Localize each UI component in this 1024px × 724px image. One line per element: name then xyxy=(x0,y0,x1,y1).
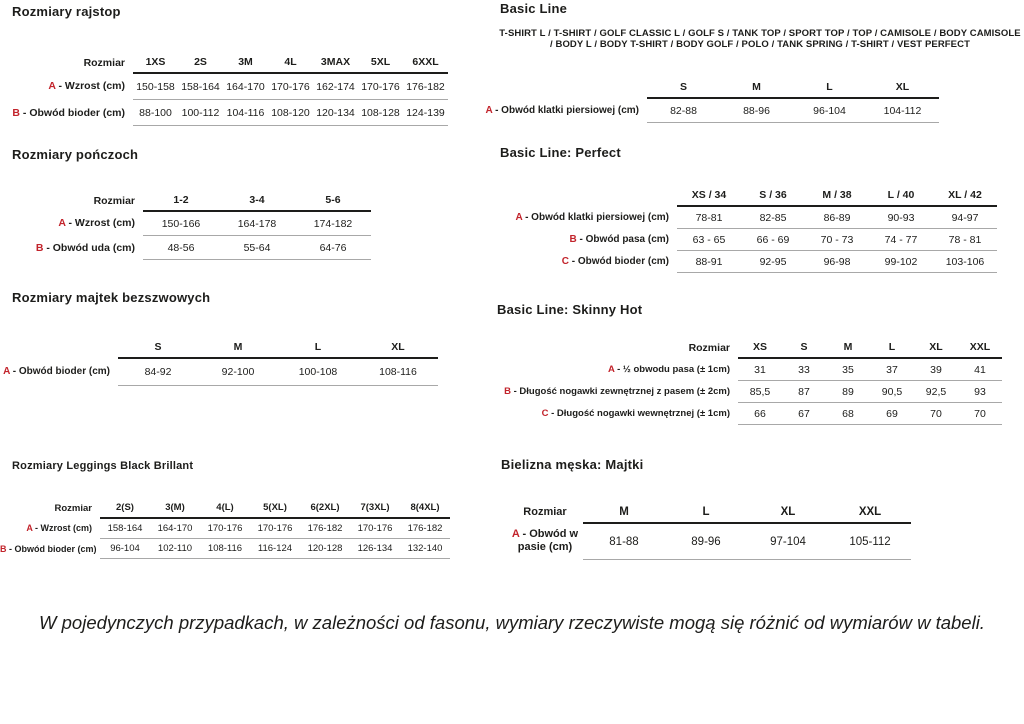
row-label-text: - Wzrost (cm) xyxy=(32,523,92,534)
row-label-text: - Obwód bioder (cm) xyxy=(6,543,97,554)
size-column-header: 2S xyxy=(178,53,223,73)
row-label xyxy=(0,358,118,386)
size-value: 170-176 xyxy=(350,518,400,539)
size-column-header: 3-4 xyxy=(219,191,295,211)
size-value: 88-96 xyxy=(720,98,793,123)
row-label xyxy=(488,358,738,381)
row-letter: B xyxy=(0,543,7,554)
size-value: 176-182 xyxy=(400,518,450,539)
size-value: 88-91 xyxy=(677,251,741,273)
size-row xyxy=(7,236,371,260)
size-value: 37 xyxy=(870,358,914,381)
footer-note: W pojedynczych przypadkach, w zależności od fasonu, wymiary rzeczywiste mogą się różnić od wymiarów w tabeli. xyxy=(39,612,985,633)
size-column-header: 3(M) xyxy=(150,498,200,518)
size-row xyxy=(512,206,997,229)
heading-leggings: Rozmiary Leggings Black Brillant xyxy=(12,460,194,472)
size-value: 126-134 xyxy=(350,539,400,559)
size-value: 70 - 73 xyxy=(805,229,869,251)
size-value: 102-110 xyxy=(150,539,200,559)
row-letter: A xyxy=(48,80,56,93)
size-value: 70 xyxy=(958,403,1002,425)
heading-basic-line-perfect: Basic Line: Perfect xyxy=(500,145,621,160)
size-column-header: S xyxy=(647,78,720,98)
size-value: 66 xyxy=(738,403,782,425)
row-label-text: - Długość nogawki wewnętrznej (± 1cm) xyxy=(548,408,730,419)
row-label-text: - Obwód pasa (cm) xyxy=(576,234,669,245)
size-value: 68 xyxy=(826,403,870,425)
row-label xyxy=(7,73,133,100)
size-value: 132-140 xyxy=(400,539,450,559)
size-value: 100-112 xyxy=(178,100,223,126)
size-value: 31 xyxy=(738,358,782,381)
size-value: 66 - 69 xyxy=(741,229,805,251)
size-column-header: XXL xyxy=(829,503,911,523)
row-letter: B xyxy=(12,106,20,119)
size-value: 78 - 81 xyxy=(933,229,997,251)
size-value: 67 xyxy=(782,403,826,425)
size-column-header: M xyxy=(583,503,665,523)
row-letter: A xyxy=(511,528,520,541)
size-value: 92,5 xyxy=(914,381,958,403)
heading-basic-line: Basic Line xyxy=(500,1,568,16)
size-column-header: 3MAX xyxy=(313,53,358,73)
row-letter: A xyxy=(607,363,615,375)
size-value: 103-106 xyxy=(933,251,997,273)
size-value: 88-100 xyxy=(133,100,178,126)
size-column-header: 6XXL xyxy=(403,53,448,73)
row-label xyxy=(7,100,133,126)
size-value: 39 xyxy=(914,358,958,381)
size-value: 116-124 xyxy=(250,539,300,559)
row-label xyxy=(7,211,143,236)
size-column-header: M xyxy=(720,78,793,98)
size-row xyxy=(0,358,438,386)
size-value: 64-76 xyxy=(295,236,371,260)
size-value: 81-88 xyxy=(583,523,665,560)
row-label-text: - Obwód uda (cm) xyxy=(43,241,135,254)
size-value: 164-178 xyxy=(219,211,295,236)
size-value: 164-170 xyxy=(150,518,200,539)
size-column-header: 3M xyxy=(223,53,268,73)
size-column-header: 5XL xyxy=(358,53,403,73)
size-value: 82-85 xyxy=(741,206,805,229)
size-value: 170-176 xyxy=(200,518,250,539)
size-value: 164-170 xyxy=(223,73,268,100)
row-letter: A xyxy=(485,104,493,116)
size-column-header: XS xyxy=(738,338,782,358)
row-label xyxy=(512,206,677,229)
size-label-header xyxy=(482,78,647,98)
size-column-header: 8(4XL) xyxy=(400,498,450,518)
row-letter: A xyxy=(3,366,10,378)
size-column-header: XXL xyxy=(958,338,1002,358)
size-value: 170-176 xyxy=(250,518,300,539)
size-value: 108-116 xyxy=(200,539,250,559)
size-value: 96-98 xyxy=(805,251,869,273)
size-value: 96-104 xyxy=(100,539,150,559)
size-column-header: 1-2 xyxy=(143,191,219,211)
heading-ponczochy: Rozmiary pończoch xyxy=(12,147,139,162)
size-value: 174-182 xyxy=(295,211,371,236)
size-row xyxy=(512,251,997,273)
size-value: 108-120 xyxy=(268,100,313,126)
row-label xyxy=(7,236,143,260)
table-rajstop xyxy=(7,53,448,126)
row-label xyxy=(507,523,583,560)
size-column-header: L xyxy=(870,338,914,358)
table-basic-line-skinny-hot xyxy=(488,338,1002,425)
row-label-text: - Wzrost (cm) xyxy=(55,80,125,93)
heading-bielizna-meska: Bielizna męska: Majtki xyxy=(501,457,644,472)
row-label-text: - Wzrost (cm) xyxy=(65,217,135,230)
row-label-text: - Obwód klatki piersiowej (cm) xyxy=(522,211,669,223)
size-value: 89 xyxy=(826,381,870,403)
table-leggings xyxy=(0,498,450,559)
row-letter: B xyxy=(35,241,44,254)
size-column-header: 4L xyxy=(268,53,313,73)
size-value: 85,5 xyxy=(738,381,782,403)
size-value: 87 xyxy=(782,381,826,403)
size-value: 99-102 xyxy=(869,251,933,273)
size-value: 41 xyxy=(958,358,1002,381)
size-value: 92-95 xyxy=(741,251,805,273)
row-letter: A xyxy=(515,211,523,223)
size-column-header: L / 40 xyxy=(869,186,933,206)
size-value: 176-182 xyxy=(300,518,350,539)
heading-basic-line-skinny-hot: Basic Line: Skinny Hot xyxy=(497,302,643,317)
size-value: 96-104 xyxy=(793,98,866,123)
size-column-header: XL xyxy=(747,503,829,523)
size-value: 78-81 xyxy=(677,206,741,229)
size-value: 162-174 xyxy=(313,73,358,100)
size-row xyxy=(507,523,911,560)
size-column-header: M xyxy=(826,338,870,358)
row-label xyxy=(0,518,100,539)
size-label-header: Rozmiar xyxy=(54,503,92,514)
row-label xyxy=(512,229,677,251)
size-value: 92-100 xyxy=(198,358,278,386)
size-column-header: L xyxy=(793,78,866,98)
size-value: 70 xyxy=(914,403,958,425)
heading-majtki-bezszwowe: Rozmiary majtek bezszwowych xyxy=(12,290,211,305)
size-value: 104-112 xyxy=(866,98,939,123)
size-column-header: L xyxy=(665,503,747,523)
size-value: 90-93 xyxy=(869,206,933,229)
size-value: 105-112 xyxy=(829,523,911,560)
size-column-header: M xyxy=(198,338,278,358)
row-letter: A xyxy=(58,217,66,230)
size-row xyxy=(0,518,450,539)
size-value: 89-96 xyxy=(665,523,747,560)
row-letter: C xyxy=(561,256,569,267)
size-value: 48-56 xyxy=(143,236,219,260)
table-basic-line xyxy=(482,78,939,123)
size-column-header: XS / 34 xyxy=(677,186,741,206)
size-value: 150-158 xyxy=(133,73,178,100)
size-value: 86-89 xyxy=(805,206,869,229)
size-column-header: S xyxy=(118,338,198,358)
size-value: 74 - 77 xyxy=(869,229,933,251)
table-ponczochy xyxy=(7,191,371,260)
row-label-text: - Długość nogawki zewnętrznej z pasem (± 2cm) xyxy=(510,386,730,397)
size-value: 82-88 xyxy=(647,98,720,123)
size-value: 176-182 xyxy=(403,73,448,100)
size-value: 108-116 xyxy=(358,358,438,386)
row-label-text: - ½ obwodu pasa (± 1cm) xyxy=(614,363,730,375)
row-label xyxy=(488,381,738,403)
size-value: 158-164 xyxy=(178,73,223,100)
size-row xyxy=(482,98,939,123)
size-value: 104-116 xyxy=(223,100,268,126)
size-row xyxy=(488,358,1002,381)
row-label-text: - Obwód bioder (cm) xyxy=(20,106,125,119)
table-bielizna-meska xyxy=(507,503,911,560)
size-label-header: Rozmiar xyxy=(93,195,135,207)
row-label-text: - Obwód klatki piersiowej (cm) xyxy=(492,104,639,116)
size-value: 84-92 xyxy=(118,358,198,386)
size-value: 124-139 xyxy=(403,100,448,126)
size-column-header: 2(S) xyxy=(100,498,150,518)
size-row xyxy=(7,211,371,236)
size-value: 69 xyxy=(870,403,914,425)
size-column-header: XL / 42 xyxy=(933,186,997,206)
size-column-header: 7(3XL) xyxy=(350,498,400,518)
size-value: 35 xyxy=(826,358,870,381)
row-letter: B xyxy=(504,386,511,397)
row-label-text: - Obwód bioder (cm) xyxy=(569,256,669,267)
size-label-header: Rozmiar xyxy=(523,506,567,518)
size-column-header: XL xyxy=(358,338,438,358)
size-value: 150-166 xyxy=(143,211,219,236)
row-letter: B xyxy=(569,234,577,245)
row-label xyxy=(488,403,738,425)
size-value: 33 xyxy=(782,358,826,381)
row-label xyxy=(0,539,100,559)
size-column-header: 6(2XL) xyxy=(300,498,350,518)
size-value: 63 - 65 xyxy=(677,229,741,251)
size-column-header: L xyxy=(278,338,358,358)
row-label xyxy=(512,251,677,273)
size-value: 158-164 xyxy=(100,518,150,539)
row-letter: A xyxy=(26,523,33,534)
size-row xyxy=(7,73,448,100)
size-value: 170-176 xyxy=(358,73,403,100)
size-value: 170-176 xyxy=(268,73,313,100)
size-column-header: 5(XL) xyxy=(250,498,300,518)
size-row xyxy=(488,381,1002,403)
size-label-header xyxy=(512,186,677,206)
size-row xyxy=(0,539,450,559)
size-value: 100-108 xyxy=(278,358,358,386)
size-column-header: XL xyxy=(866,78,939,98)
size-value: 93 xyxy=(958,381,1002,403)
size-value: 94-97 xyxy=(933,206,997,229)
basic-line-product-list: T-SHIRT L / T-SHIRT / GOLF CLASSIC L / GOLF S / TANK TOP / SPORT TOP / TOP / CAMISOLE / BODY CAMISOLE / BODY L / BODY T-SHIRT / BODY GOLF / POLO / TANK SPRING / T-SHIRT / VEST PERFECT xyxy=(499,28,1021,50)
size-label-header: Rozmiar xyxy=(83,57,125,69)
heading-rajstop: Rozmiary rajstop xyxy=(12,4,121,19)
size-column-header: XL xyxy=(914,338,958,358)
row-label-text: - Obwód w pasie (cm) xyxy=(517,528,579,554)
size-value: 90,5 xyxy=(870,381,914,403)
size-column-header: 5-6 xyxy=(295,191,371,211)
size-row xyxy=(7,100,448,126)
size-value: 55-64 xyxy=(219,236,295,260)
size-column-header: 4(L) xyxy=(200,498,250,518)
size-column-header: S xyxy=(782,338,826,358)
size-row xyxy=(512,229,997,251)
table-majtki-bezszwowe xyxy=(0,338,438,386)
size-column-header: S / 36 xyxy=(741,186,805,206)
size-label-header xyxy=(0,338,118,358)
size-label-header: Rozmiar xyxy=(688,342,730,354)
table-basic-line-perfect xyxy=(512,186,997,273)
size-row xyxy=(488,403,1002,425)
size-value: 120-128 xyxy=(300,539,350,559)
row-letter: C xyxy=(541,408,549,419)
size-column-header: M / 38 xyxy=(805,186,869,206)
size-value: 120-134 xyxy=(313,100,358,126)
row-label xyxy=(482,98,647,123)
size-value: 97-104 xyxy=(747,523,829,560)
row-label-text: - Obwód bioder (cm) xyxy=(10,366,110,378)
size-column-header: 1XS xyxy=(133,53,178,73)
size-value: 108-128 xyxy=(358,100,403,126)
